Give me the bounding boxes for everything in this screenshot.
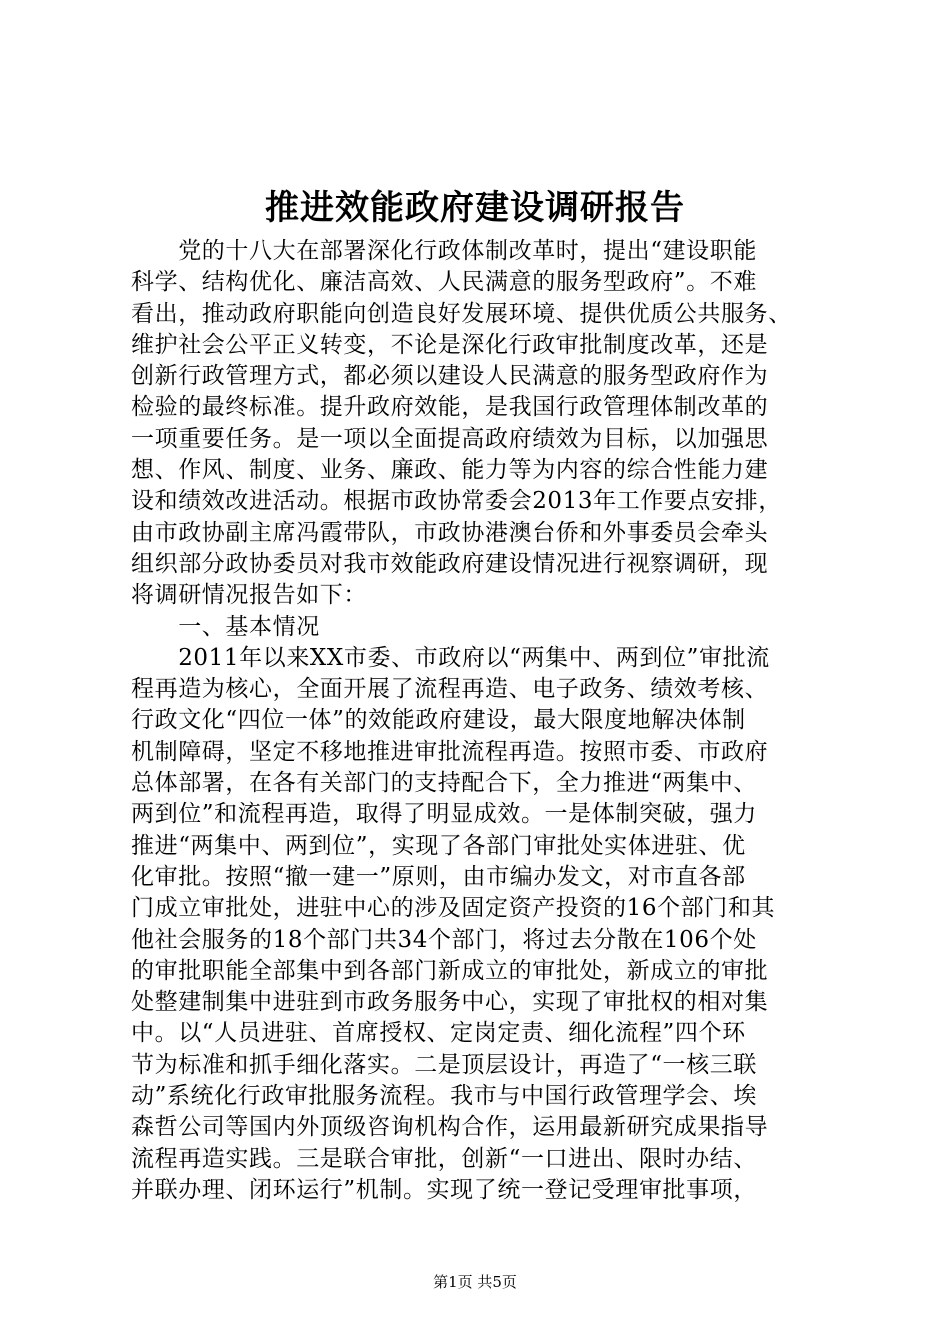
body-line: 党的十八大在部署深化行政体制改革时，提出“建设职能 [131, 238, 757, 264]
body-line: 科学、结构优化、廉洁高效、人民满意的服务型政府”。不难 [131, 269, 757, 296]
body-line: 设和绩效改进活动。根据市政协常委会2013年工作要点安排， [131, 488, 782, 515]
body-line: 推进“两集中、两到位”，实现了各部门审批处实体进驻、优 [131, 832, 746, 859]
body-line: 总体部署，在各有关部门的支持配合下，全力推进“两集中、 [131, 770, 757, 797]
body-line: 门成立审批处，进驻中心的涉及固定资产投资的16个部门和其 [131, 895, 776, 922]
body-line: 的审批职能全部集中到各部门新成立的审批处，新成立的审批 [131, 957, 769, 984]
body-line: 并联办理、闭环运行”机制。实现了统一登记受理审批事项， [131, 1176, 757, 1203]
body-line: 组织部分政协委员对我市效能政府建设情况进行视察调研，现 [131, 550, 769, 577]
body-line: 创新行政管理方式，都必须以建设人民满意的服务型政府作为 [131, 363, 769, 390]
body-line: 动”系统化行政审批服务流程。我市与中国行政管理学会、埃 [131, 1083, 757, 1110]
body-line: 由市政协副主席冯霞带队，市政协港澳台侨和外事委员会牵头 [131, 519, 769, 546]
body-line: 2011年以来XX市委、市政府以“两集中、两到位”审批流 [131, 644, 770, 671]
body-line: 中。以“人员进驻、首席授权、定岗定责、细化流程”四个环 [131, 1020, 746, 1047]
body-line: 两到位”和流程再造，取得了明显成效。一是体制突破，强力 [131, 801, 757, 828]
body-line: 化审批。按照“撤一建一”原则，由市编办发文，对市直各部 [131, 863, 746, 890]
body-line: 一项重要任务。是一项以全面提高政府绩效为目标，以加强思 [131, 425, 769, 452]
body-line: 程再造为核心，全面开展了流程再造、电子政务、绩效考核、 [131, 676, 769, 703]
page-footer: 第1页 共5页 [433, 1273, 517, 1291]
body-line: 森哲公司等国内外顶级咨询机构合作，运用最新研究成果指导 [131, 1114, 769, 1141]
body-line: 看出，推动政府职能向创造良好发展环境、提供优质公共服务、 [131, 300, 792, 327]
body-line: 行政文化“四位一体”的效能政府建设，最大限度地解决体制 [131, 707, 746, 734]
body-line: 一、基本情况 [131, 613, 320, 640]
body-line: 流程再造实践。三是联合审批，创新“一口进出、限时办结、 [131, 1145, 757, 1172]
body-line: 维护社会公平正义转变，不论是深化行政审批制度改革，还是 [131, 331, 769, 358]
body-line: 检验的最终标准。提升政府效能，是我国行政管理体制改革的 [131, 394, 769, 421]
document-title: 推进效能政府建设调研报告 [265, 188, 685, 228]
body-line: 想、作风、制度、业务、廉政、能力等为内容的综合性能力建 [131, 457, 769, 484]
body-line: 节为标准和抓手细化落实。二是顶层设计，再造了“一核三联 [131, 1051, 757, 1078]
body-line: 机制障碍，坚定不移地推进审批流程再造。按照市委、市政府 [131, 738, 769, 765]
body-line: 处整建制集中进驻到市政务服务中心，实现了审批权的相对集 [131, 989, 769, 1016]
body-line: 将调研情况报告如下： [131, 582, 367, 609]
body-line: 他社会服务的18个部门共34个部门，将过去分散在106个处 [131, 926, 757, 953]
document-body [131, 236, 851, 1206]
